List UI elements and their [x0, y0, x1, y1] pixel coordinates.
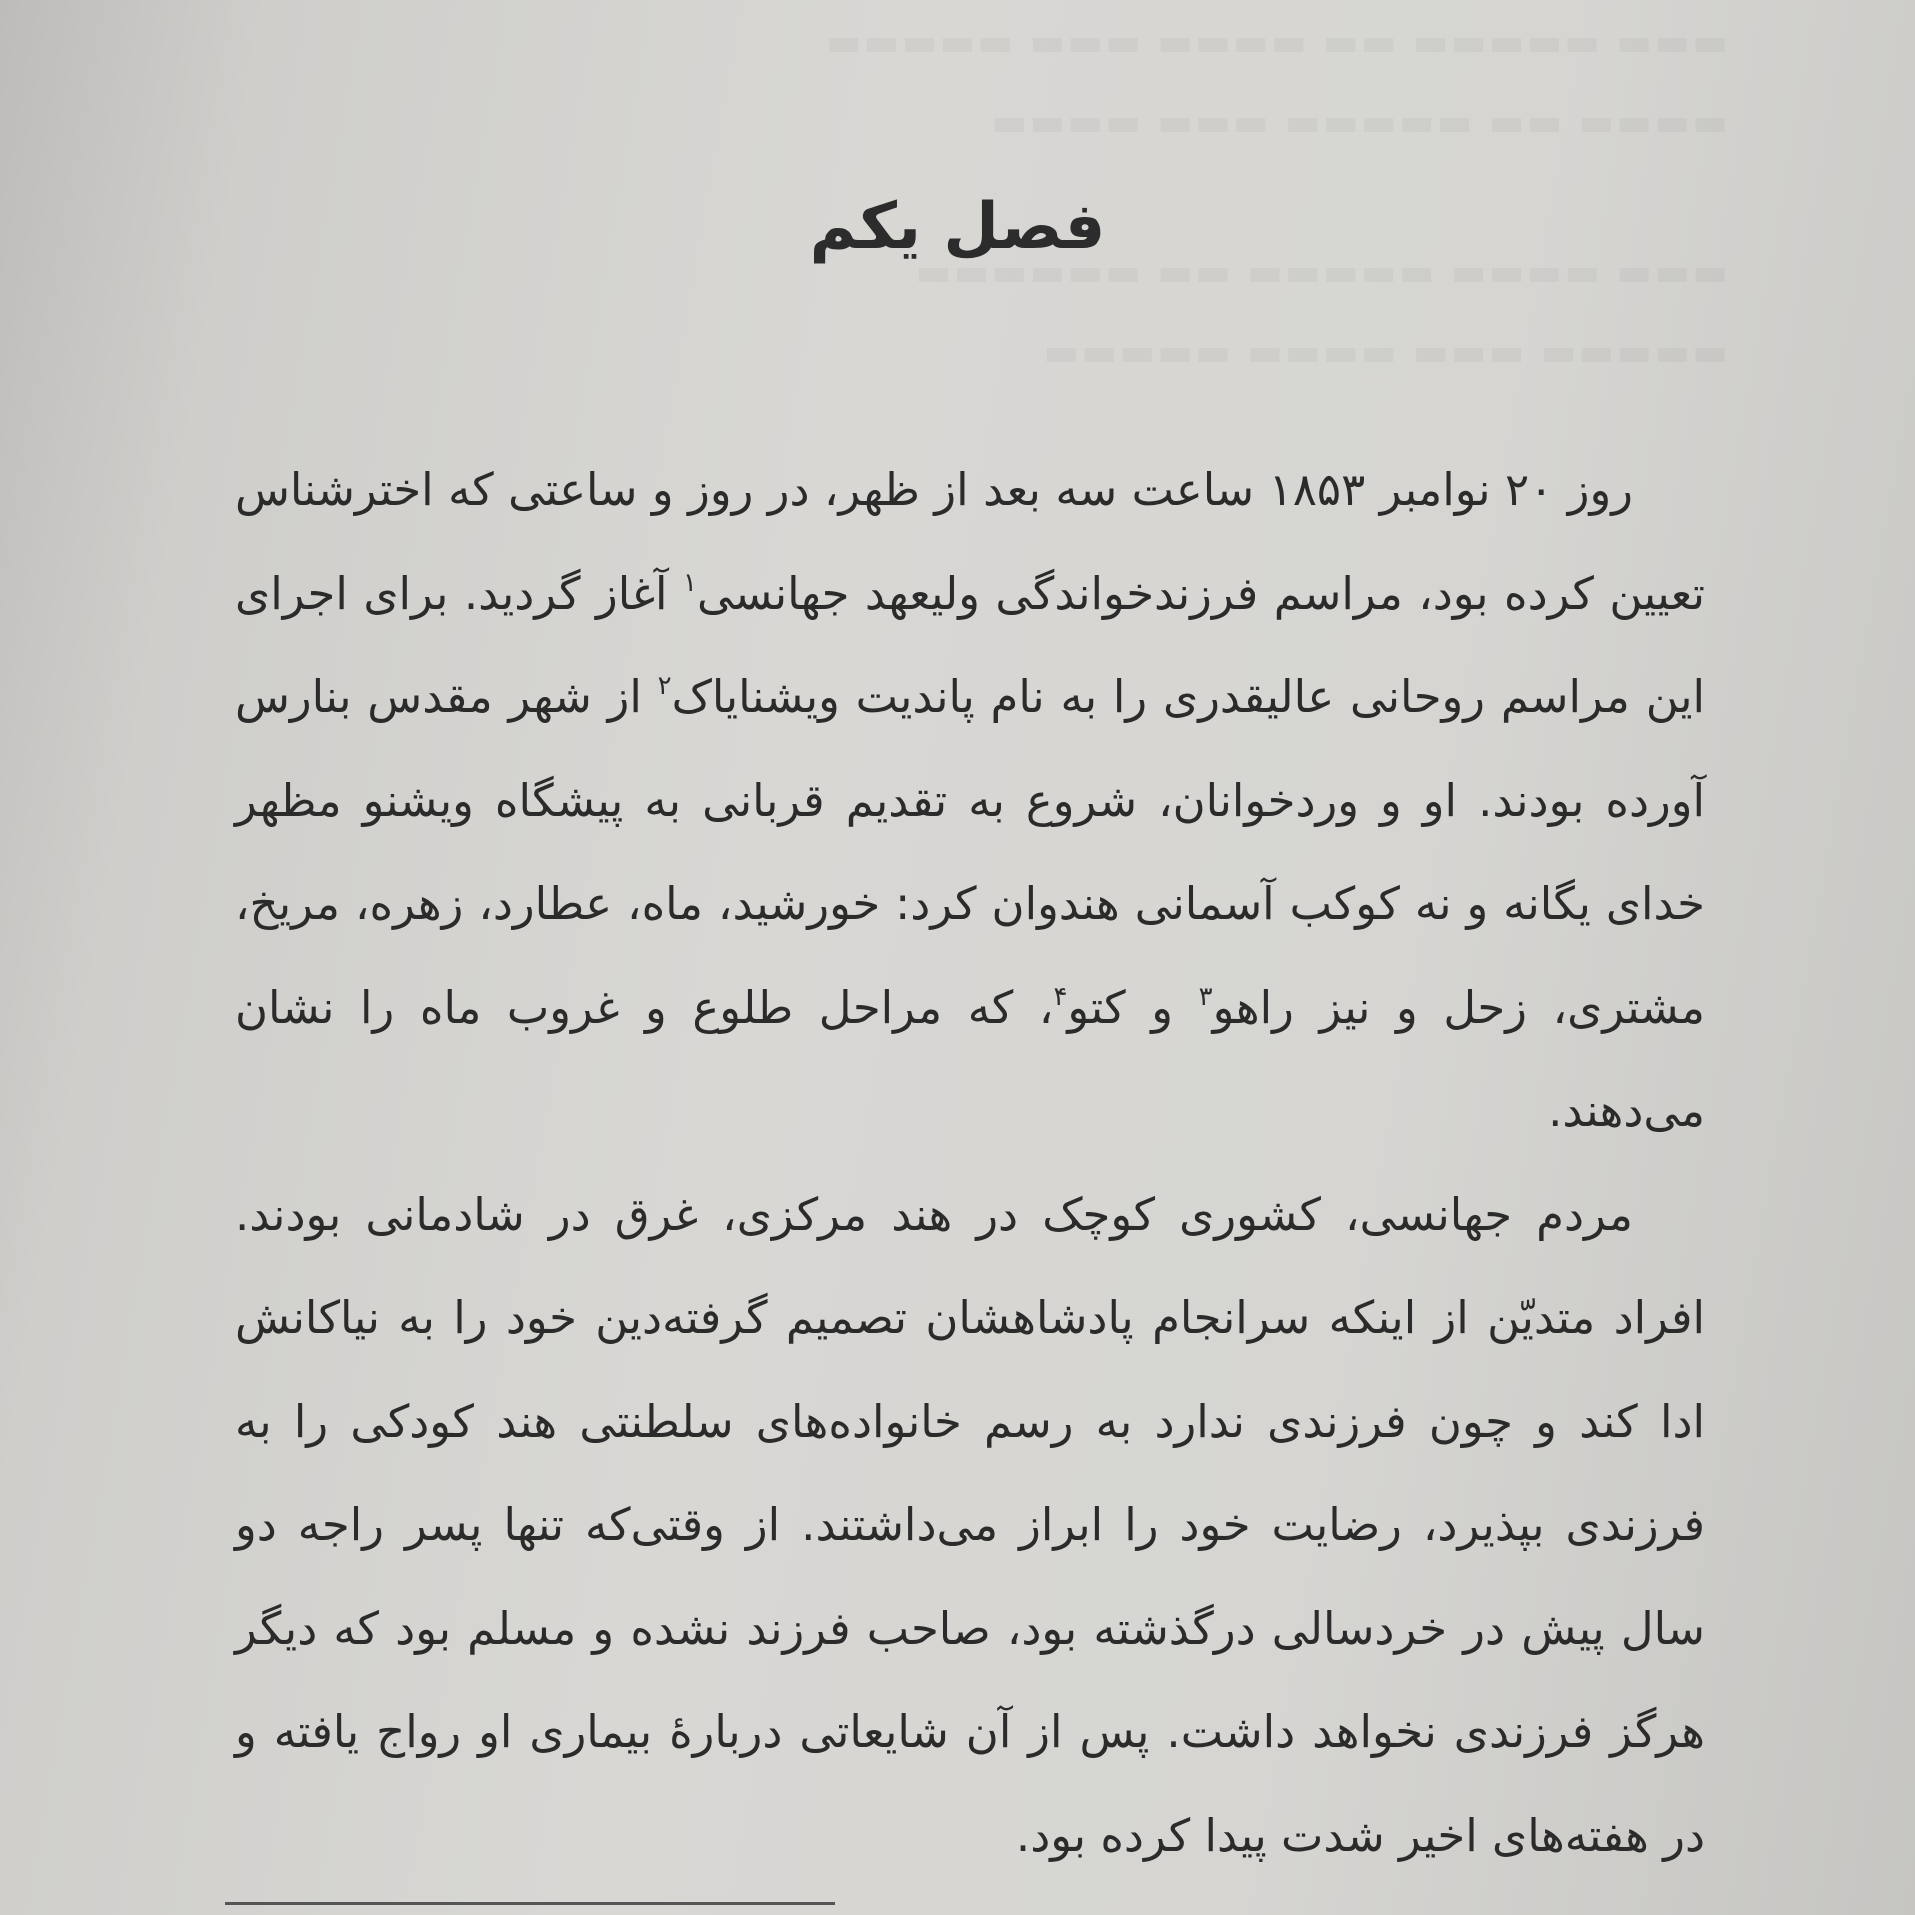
text-segment: ، که مراحل طلوع و غروب ماه را نشان می‌دهند. — [235, 980, 1705, 1137]
show-through-text: ▬▬▬ ▬▬▬▬ ▬▬▬▬▬ ▬▬ ▬▬▬▬▬▬ — [915, 250, 1730, 294]
show-through-text: ▬▬▬▬ ▬▬ ▬▬▬▬▬ ▬▬▬ ▬▬▬▬ — [991, 100, 1730, 144]
footnote-marker: ۲ — [657, 671, 672, 701]
text-segment: آغاز گردید. برای اجرای این مراسم روحانی عالیقدری را به نام پاندیت ویشنایاک — [235, 566, 1706, 723]
paragraph-1 — [235, 438, 1705, 1163]
text-segment: و کتو — [1067, 980, 1199, 1034]
show-through-text: ▬▬▬ ▬▬▬▬▬ ▬▬ ▬▬▬▬ ▬▬▬ ▬▬▬▬▬ — [825, 20, 1730, 64]
paragraph-2 — [235, 1163, 1705, 1888]
body-text — [235, 438, 1705, 1887]
footnote-marker: ۴ — [1053, 981, 1068, 1012]
footnote-divider — [225, 1902, 835, 1905]
chapter-title: فصل یکم — [809, 190, 1106, 264]
footnote-marker: ۳ — [1198, 981, 1213, 1012]
show-through-text: ▬▬▬▬▬ ▬▬▬ ▬▬▬▬ ▬▬▬▬▬ — [1043, 330, 1730, 374]
footnote-marker: ۱ — [682, 567, 697, 598]
text-segment: مردم جهانسی، کشوری کوچک در هند مرکزی، غرق در شادمانی بودند. افراد متدیّن از اینکه سرانجام پادشاهشان تصمیم گرفته‌دین خود را به نیاکانش ادا کند و چون فرزندی ندارد به رسم خانواده‌های سلطنتی هند کودکی را به فرزندی بپذیرد، رضایت خود را ابراز می‌داشتند. از وقتی‌که تنها پسر راجه دو سال پیش در خردسالی درگذشته بود، صاحب فرزند نشده و مسلم بود که دیگر هرگز فرزندی نخواهد داشت. پس از آن شایعاتی دربارهٔ بیماری او رواج یافته و در هفته‌های اخیر شدت پیدا کرده بود. — [235, 1187, 1705, 1862]
text-segment: از شهر مقدس بنارس آورده بودند. او و وردخوانان، شروع به تقدیم قربانی به پیشگاه ویشنو مظهر خدای یگانه و نه کوکب آسمانی هندوان کرد: خورشید، ماه، عطارد، زهره، مریخ، مشتری، زحل و نیز راهو — [235, 670, 1706, 1034]
text-segment: روز ۲۰ نوامبر ۱۸۵۳ ساعت سه بعد از ظهر، در روز و ساعتی که اخترشناس تعیین کرده بود، مراسم فرزندخواندگی ولیعهد جهانسی — [235, 463, 1705, 620]
